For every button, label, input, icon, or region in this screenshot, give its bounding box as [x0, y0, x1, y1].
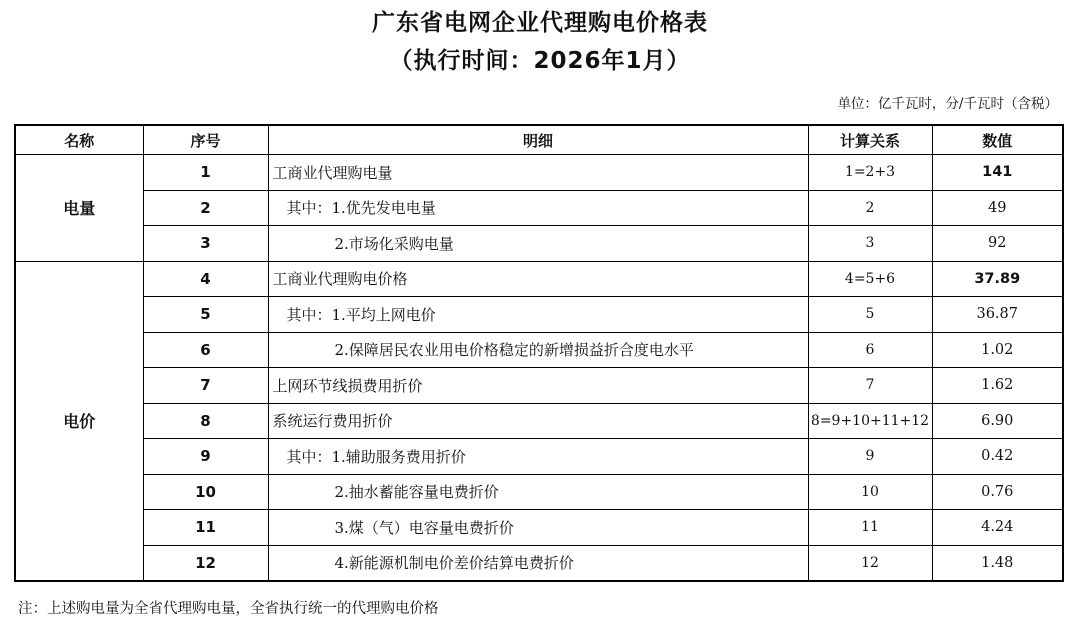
row-calc: 5 [808, 297, 932, 333]
row-value: 0.76 [932, 474, 1063, 510]
table-row [15, 190, 1063, 226]
row-detail: 4.新能源机制电价差价结算电费折价 [268, 545, 808, 581]
row-seq: 3 [143, 226, 268, 262]
row-calc: 12 [808, 545, 932, 581]
row-calc: 4=5+6 [808, 261, 932, 297]
row-calc: 6 [808, 332, 932, 368]
page-title: 广东省电网企业代理购电价格表 [372, 10, 708, 36]
row-seq: 12 [143, 545, 268, 581]
unit-label: 单位：亿千瓦时，分/千瓦时（含税） [837, 96, 1058, 112]
header-seq: 序号 [143, 125, 268, 155]
row-seq: 10 [143, 474, 268, 510]
table-row [15, 545, 1063, 581]
row-calc: 11 [808, 510, 932, 546]
row-detail: 工商业代理购电量 [268, 155, 808, 191]
table-row [15, 297, 1063, 333]
table-row [15, 368, 1063, 404]
row-seq: 9 [143, 439, 268, 475]
row-calc: 1=2+3 [808, 155, 932, 191]
row-calc: 7 [808, 368, 932, 404]
row-seq: 7 [143, 368, 268, 404]
table-header-row [15, 125, 1063, 155]
table-row [15, 474, 1063, 510]
row-value: 49 [932, 190, 1063, 226]
row-detail: 2.市场化采购电量 [268, 226, 808, 262]
group-quantity: 电量 [15, 155, 143, 262]
header-name: 名称 [15, 125, 143, 155]
row-detail: 2.保障居民农业用电价格稳定的新增损益折合度电水平 [268, 332, 808, 368]
table-row [15, 155, 1063, 191]
row-seq: 6 [143, 332, 268, 368]
row-value: 1.48 [932, 545, 1063, 581]
row-detail: 上网环节线损费用折价 [268, 368, 808, 404]
row-calc: 8=9+10+11+12 [808, 403, 932, 439]
header-detail: 明细 [268, 125, 808, 155]
row-value: 36.87 [932, 297, 1063, 333]
table-row [15, 226, 1063, 262]
row-value: 6.90 [932, 403, 1063, 439]
header-calc: 计算关系 [808, 125, 932, 155]
table-row [15, 510, 1063, 546]
row-detail: 其中：1.平均上网电价 [268, 297, 808, 333]
group-price: 电价 [15, 261, 143, 581]
row-value: 1.62 [932, 368, 1063, 404]
row-detail: 其中：1.优先发电电量 [268, 190, 808, 226]
row-detail: 其中：1.辅助服务费用折价 [268, 439, 808, 475]
row-value: 37.89 [932, 261, 1063, 297]
row-detail: 工商业代理购电价格 [268, 261, 808, 297]
price-table [14, 124, 1064, 582]
row-seq: 1 [143, 155, 268, 191]
row-calc: 2 [808, 190, 932, 226]
row-value: 0.42 [932, 439, 1063, 475]
row-calc: 9 [808, 439, 932, 475]
row-seq: 11 [143, 510, 268, 546]
table-row [15, 439, 1063, 475]
row-seq: 2 [143, 190, 268, 226]
header-value: 数值 [932, 125, 1063, 155]
row-seq: 5 [143, 297, 268, 333]
row-detail: 系统运行费用折价 [268, 403, 808, 439]
row-seq: 8 [143, 403, 268, 439]
footnote: 注：上述购电量为全省代理购电量，全省执行统一的代理购电价格 [18, 601, 439, 617]
row-value: 1.02 [932, 332, 1063, 368]
table-row [15, 332, 1063, 368]
row-detail: 2.抽水蓄能容量电费折价 [268, 474, 808, 510]
table-row [15, 403, 1063, 439]
row-value: 4.24 [932, 510, 1063, 546]
row-calc: 10 [808, 474, 932, 510]
row-detail: 3.煤（气）电容量电费折价 [268, 510, 808, 546]
row-calc: 3 [808, 226, 932, 262]
row-seq: 4 [143, 261, 268, 297]
table-row [15, 261, 1063, 297]
page-subtitle: （执行时间：2026年1月） [389, 48, 691, 74]
row-value: 141 [932, 155, 1063, 191]
row-value: 92 [932, 226, 1063, 262]
